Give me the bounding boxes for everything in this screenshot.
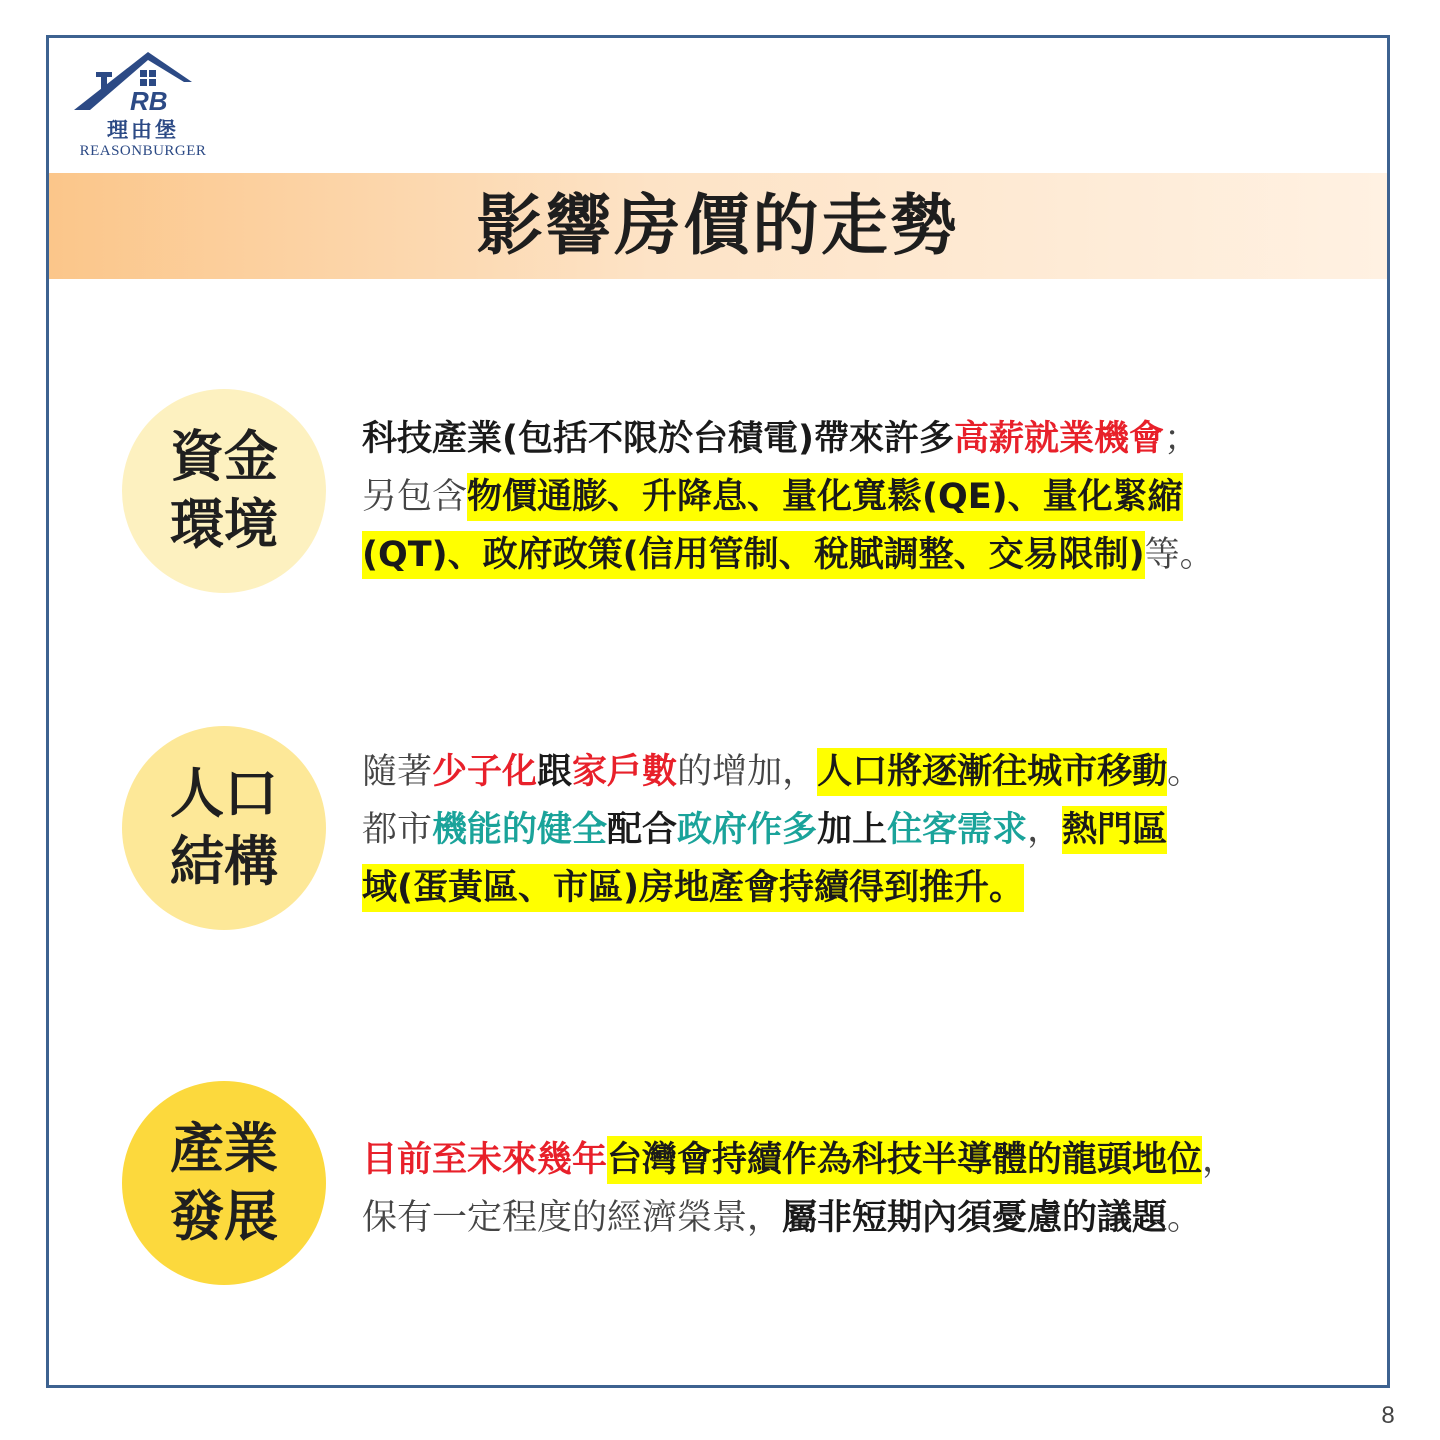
label-line: 結構 — [170, 830, 278, 893]
section-text-capital — [362, 410, 1372, 584]
emphasis-text: 少子化 — [432, 752, 538, 792]
text-segment: ， — [1202, 1140, 1238, 1180]
label-line: 環境 — [170, 493, 278, 556]
text-segment: 另包含 — [362, 477, 468, 517]
label-line: 發展 — [170, 1185, 278, 1248]
label-line: 人口 — [170, 762, 278, 825]
text-segment: 加上 — [817, 810, 888, 850]
text-segment: 科技產業(包括不限於台積電)帶來許多 — [362, 419, 954, 459]
text-line — [362, 526, 1372, 584]
text-line — [362, 743, 1372, 801]
emphasis-text: 機能的健全 — [432, 810, 608, 850]
text-line — [362, 1131, 1372, 1189]
section-label-capital — [122, 389, 326, 593]
text-segment: 隨著 — [362, 752, 433, 792]
text-segment: 保有一定程度的經濟榮景， — [362, 1198, 783, 1238]
brand-name-en: REASONBURGER — [79, 143, 207, 159]
title-banner — [49, 173, 1387, 279]
emphasis-text: 住客需求 — [887, 810, 1028, 850]
emphasis-text: 高薪就業機會 — [954, 419, 1165, 459]
section-text-population — [362, 743, 1372, 917]
text-segment: 屬非短期內須憂慮的議題 — [782, 1198, 1168, 1238]
highlighted-text: 人口將逐漸往城市移動 — [817, 748, 1167, 796]
text-line — [362, 859, 1372, 917]
section-label-population — [122, 726, 326, 930]
text-line — [362, 468, 1372, 526]
emphasis-text: 家戶數 — [572, 752, 678, 792]
highlighted-text: 台灣會持續作為科技半導體的龍頭地位 — [607, 1136, 1202, 1184]
house-logo-icon — [72, 48, 214, 114]
highlighted-text: 熱門區 — [1062, 806, 1167, 854]
label-line: 產業 — [170, 1117, 278, 1180]
page-number: 8 — [1381, 1402, 1395, 1429]
section-label-industry — [122, 1081, 326, 1285]
text-segment: ； — [1164, 419, 1200, 459]
brand-name-cn: 理由堡 — [107, 117, 179, 142]
logo-initials: RB — [130, 86, 168, 114]
text-segment: 。 — [1167, 1198, 1203, 1238]
text-segment: 等。 — [1144, 535, 1215, 575]
text-segment: 跟 — [537, 752, 573, 792]
highlighted-text: (QT)、政府政策(信用管制、稅賦調整、交易限制) — [362, 531, 1145, 579]
brand-logo — [72, 48, 222, 163]
highlighted-text: 域(蛋黃區、市區)房地產會持續得到推升。 — [362, 864, 1024, 912]
text-segment: 的增加， — [677, 752, 818, 792]
emphasis-text: 目前至未來幾年 — [362, 1140, 608, 1180]
page-title: 影響房價的走勢 — [476, 187, 960, 264]
text-line — [362, 410, 1372, 468]
text-segment: 都市 — [362, 810, 433, 850]
text-segment: ， — [1027, 810, 1063, 850]
section-text-industry — [362, 1131, 1372, 1247]
highlighted-text: 物價通膨、升降息、量化寬鬆(QE)、量化緊縮 — [467, 473, 1183, 521]
text-line — [362, 1189, 1372, 1247]
text-segment: 。 — [1167, 752, 1203, 792]
text-line — [362, 801, 1372, 859]
label-line: 資金 — [170, 425, 278, 488]
emphasis-text: 政府作多 — [677, 810, 818, 850]
text-segment: 配合 — [607, 810, 678, 850]
